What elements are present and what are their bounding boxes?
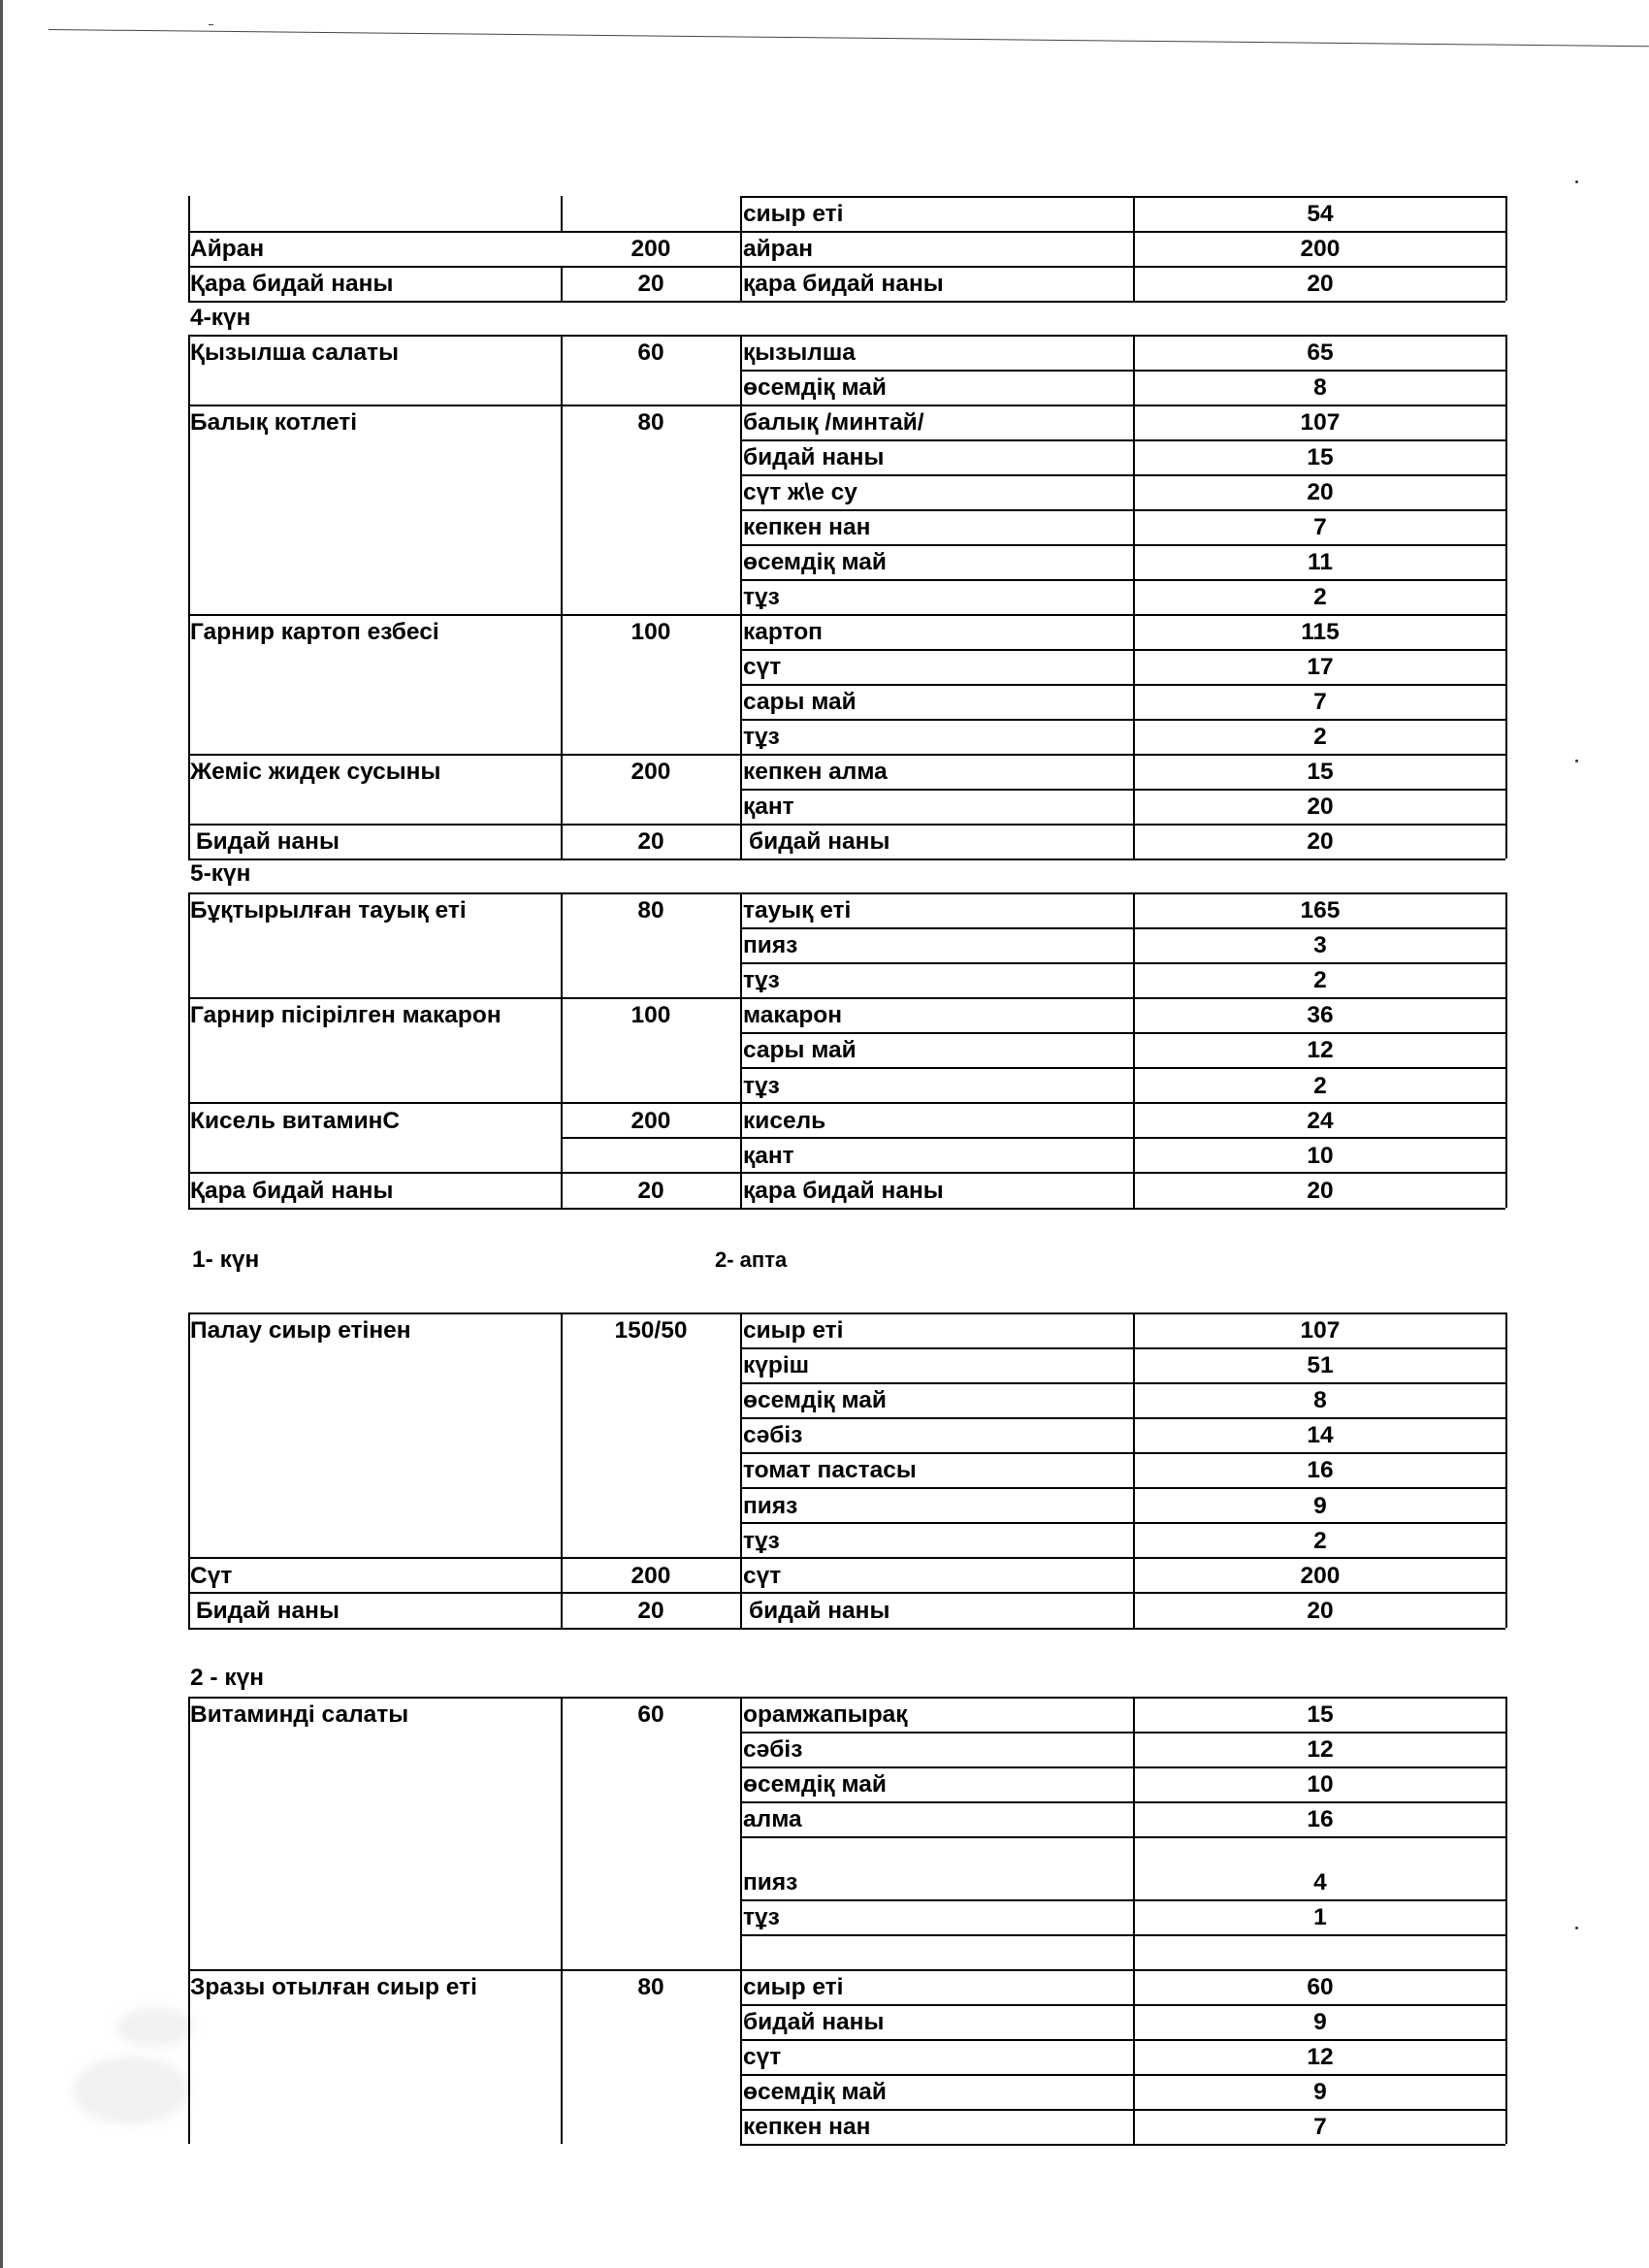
table-row [0,579,1649,614]
ingredient-cell: тұз [743,1073,780,1099]
ingredient-cell: сүт [743,1563,782,1589]
table-rule [188,1557,1505,1559]
scan-speck [1575,180,1578,183]
ingredient-cell: қызылша [743,340,856,366]
table-rule [740,1732,1505,1733]
table-row [0,684,1649,719]
table-row [0,439,1649,474]
table-rule [1505,1312,1507,1628]
table-row [0,1558,1649,1593]
table-row [0,2004,1649,2039]
portion-cell [563,1899,739,1934]
table-rule [1133,1697,1135,2144]
table-rule [740,509,1505,511]
portion-cell [563,1801,739,1836]
table-rule [740,439,1505,441]
table-row [0,1417,1649,1452]
portion-cell: 80 [637,897,664,923]
table-rule [1505,892,1507,1208]
portion-cell [563,1138,739,1173]
table-row [0,231,1649,266]
table-rule [188,824,1505,826]
table-rule [561,196,563,231]
amount-cell: 7 [1313,689,1327,715]
table-rule [188,892,1505,894]
day-4-label: 4-күн [190,305,251,331]
table-rule [188,405,1505,406]
ingredient-cell: айран [743,236,814,262]
portion-cell: 200 [630,236,671,262]
dish-cell: Бұқтырылған тауық еті [190,897,467,923]
table-rule [188,1312,1505,1314]
table-rule [740,2004,1505,2006]
ingredient-cell: сары май [743,689,857,715]
dish-cell: Зразы отылған сиыр еті [190,1974,477,2000]
ingredient-cell: орамжапырақ [743,1701,908,1728]
amount-cell: 16 [1307,1457,1334,1483]
dish-cell: Балық котлеті [190,409,358,436]
table-rule [740,2109,1505,2111]
portion-cell [563,1417,739,1452]
table-rule [188,1208,1505,1210]
table-rule [740,579,1505,581]
ingredient-cell: бидай наны [749,1598,890,1624]
table-rule [740,1487,1505,1489]
amount-cell: 24 [1307,1108,1334,1134]
ingredient-cell: қант [743,794,794,820]
portion-cell [563,370,739,405]
table-rule [1505,335,1507,859]
dish-cell: Гарнир картоп езбесі [190,619,439,645]
table-row [0,824,1649,859]
amount-cell: 14 [1307,1422,1334,1448]
table-rule [1133,196,1135,301]
table-rule [740,1801,1505,1803]
table-rule [188,231,1505,233]
amount-cell: 10 [1307,1143,1334,1169]
table-row [0,1347,1649,1382]
amount-cell: 2 [1313,967,1327,993]
table-row [0,1801,1649,1836]
portion-cell [563,439,739,474]
table-row [0,1382,1649,1417]
table-rule [188,196,190,301]
table-rule [740,2039,1505,2041]
dish-cell: Кисель витаминС [190,1108,401,1134]
portion-cell [563,684,739,719]
table-rule [188,1592,1505,1594]
week-2-label: 2- апта [715,1247,788,1272]
amount-cell: 10 [1307,1771,1334,1798]
table-rule [740,1067,1505,1069]
amount-cell: 12 [1307,1736,1334,1763]
day-2-label: 2 - күн [190,1665,265,1691]
amount-cell: 60 [1307,1974,1334,2000]
table-rule [740,196,742,301]
dish-cell: Сүт [190,1563,233,1589]
table-row [0,335,1649,370]
ingredient-cell: алма [743,1806,802,1832]
table-rule [188,301,1505,303]
ingredient-cell: сары май [743,1037,857,1063]
table-rule [740,1347,1505,1349]
ingredient-cell: сүт ж\е су [743,479,857,505]
table-row [0,927,1649,962]
table-row [0,1452,1649,1487]
portion-cell [563,509,739,544]
amount-cell: 200 [1300,1563,1341,1589]
table-row [0,1312,1649,1347]
portion-cell [563,719,739,754]
table-rule [188,1697,1505,1699]
table-row [0,1173,1649,1208]
scan-line-artifact [48,29,1649,47]
ingredient-cell: өсемдіқ май [743,1387,887,1413]
amount-cell: 1 [1313,1904,1327,1930]
ingredient-cell: сиыр еті [743,201,844,227]
portion-cell [563,2074,739,2109]
ingredient-cell: қара бидай наны [743,271,944,297]
table-row [0,2109,1649,2144]
ingredient-cell: сәбіз [743,1422,803,1448]
portion-cell [563,2004,739,2039]
amount-cell: 12 [1307,2044,1334,2070]
table-rule [740,370,1505,372]
table-rule [188,1697,190,2144]
ingredient-cell: пияз [743,932,798,958]
table-row [0,1488,1649,1523]
table-rule [740,684,1505,686]
amount-cell: 9 [1313,2079,1327,2105]
table-rule [740,789,1505,791]
portion-cell [563,1347,739,1382]
table-rule [188,266,1505,268]
portion-cell: 60 [637,340,664,366]
table-rule [561,892,563,1208]
portion-cell: 150/50 [614,1317,688,1344]
portion-cell [563,649,739,684]
table-rule [1505,196,1507,301]
portion-cell [563,1523,739,1558]
amount-cell: 36 [1307,1002,1334,1028]
table-row [0,1138,1649,1173]
table-rule [188,1172,1505,1174]
ingredient-cell: тұз [743,1904,780,1930]
table-row [0,1593,1649,1628]
table-rule [561,1697,563,2144]
amount-cell: 20 [1307,828,1334,855]
portion-cell [563,789,739,824]
table-rule [740,649,1505,651]
portion-cell: 80 [637,409,664,436]
table-rule [740,1312,742,1628]
amount-cell [1135,1934,1505,1969]
portion-cell: 20 [637,828,664,855]
table-rule [740,1766,1505,1768]
dish-cell: Бидай наны [196,828,340,855]
table-rule [188,859,1505,860]
week-2-day-1-label: 1- күн [192,1247,260,1273]
amount-cell: 20 [1307,271,1334,297]
portion-cell [563,1068,739,1103]
amount-cell: 11 [1308,549,1333,575]
amount-cell: 7 [1313,2114,1327,2140]
table-rule [188,754,1505,756]
ingredient-cell: бидай наны [743,444,885,470]
ingredient-cell: тұз [743,1528,780,1554]
amount-cell: 12 [1307,1037,1334,1063]
ingredient-cell: бидай наны [749,828,890,855]
ingredient-cell: өсемдіқ май [743,549,887,575]
amount-cell: 165 [1300,897,1341,923]
portion-cell: 100 [630,1002,671,1028]
table-row [0,1523,1649,1558]
table-rule [1133,892,1135,1208]
table-rule [740,1899,1505,1901]
table-row [0,614,1649,649]
portion-cell: 200 [630,1563,671,1589]
ingredient-cell: картоп [743,619,823,645]
table-row [0,1899,1649,1934]
ingredient-cell: сүт [743,654,782,680]
portion-cell [563,1766,739,1801]
table-rule [740,196,1505,198]
ingredient-cell: сиыр еті [743,1974,844,2000]
amount-cell: 54 [1307,201,1334,227]
table-row [0,266,1649,301]
table-rule [188,335,190,859]
table-rule [740,1452,1505,1454]
portion-cell [563,196,739,231]
amount-cell: 20 [1307,479,1334,505]
table-rule [740,1836,1505,1838]
amount-cell: 15 [1307,759,1334,785]
ingredient-cell: өсемдіқ май [743,374,887,401]
ingredient-cell: сәбіз [743,1736,803,1763]
ingredient-cell: сиыр еті [743,1317,844,1344]
table-rule [561,1312,563,1628]
amount-cell: 4 [1313,1869,1327,1895]
table-rule [740,2144,1505,2146]
table-rule [740,1032,1505,1034]
table-row [0,719,1649,754]
table-row [0,2039,1649,2074]
table-rule [740,962,1505,964]
dish-cell: Бидай наны [196,1598,340,1624]
amount-cell: 2 [1313,724,1327,750]
portion-cell [563,1032,739,1067]
table-rule [740,1382,1505,1384]
day-5-label: 5-күн [190,860,251,887]
table-row [0,1934,1649,1969]
ingredient-cell: кисель [743,1108,826,1134]
table-rule [740,474,1505,476]
table-row [0,509,1649,544]
ingredient-cell: өсемдіқ май [743,1771,887,1798]
table-rule [561,335,563,859]
table-rule [740,1522,1505,1524]
portion-cell [563,1452,739,1487]
dish-cell: Жеміс жидек сусыны [190,759,441,785]
portion-cell [563,579,739,614]
table-row [0,544,1649,579]
amount-cell: 2 [1313,1528,1327,1554]
ingredient-cell: тұз [743,967,780,993]
ingredient-cell: бидай наны [743,2009,885,2035]
dish-cell: Палау сиыр етінен [190,1317,411,1344]
ingredient-cell: сүт [743,2044,782,2070]
table-rule [1133,1312,1135,1628]
table-rule [740,892,742,1208]
amount-cell: 17 [1307,654,1334,680]
table-row [0,997,1649,1032]
table-rule [1505,1697,1507,2144]
scan-line-artifact [209,24,213,25]
portion-cell [563,2039,739,2074]
amount-cell: 65 [1307,340,1334,366]
portion-cell [563,1382,739,1417]
table-row [0,1697,1649,1732]
amount-cell: 9 [1313,2009,1327,2035]
portion-cell: 20 [637,271,664,297]
portion-cell [563,962,739,997]
amount-cell: 2 [1313,1073,1327,1099]
dish-cell: Айран [190,236,265,262]
table-rule [188,614,1505,616]
portion-cell [563,1934,739,1969]
ingredient-cell: томат пастасы [743,1457,917,1483]
amount-cell: 16 [1307,1806,1334,1832]
dish-cell: Қара бидай наны [190,271,394,297]
ingredient-cell: балық /минтай/ [743,409,924,436]
ingredient-cell: тұз [743,584,780,610]
ingredient-cell: пияз [743,1493,798,1519]
table-rule [188,1628,1505,1630]
table-row [0,789,1649,824]
table-rule [740,1697,742,2144]
amount-cell: 20 [1307,1598,1334,1624]
amount-cell: 20 [1307,794,1334,820]
portion-cell: 200 [630,759,671,785]
table-row [0,370,1649,405]
ingredient-cell: кепкен алма [743,759,888,785]
portion-cell [563,927,739,962]
table-rule [188,1969,1505,1971]
table-row [0,1032,1649,1067]
amount-cell: 7 [1313,514,1327,540]
portion-cell: 80 [637,1974,664,2000]
table-row [0,1103,1649,1138]
amount-cell: 51 [1307,1352,1334,1378]
table-row [0,196,1649,231]
table-row [0,405,1649,439]
ingredient-cell: күріш [743,1352,810,1378]
portion-cell: 20 [637,1598,664,1624]
ingredient-cell: қант [743,1143,794,1169]
ingredient-cell: кепкен нан [743,2114,871,2140]
dish-cell: Витаминді салаты [190,1701,409,1728]
dish-cell: Гарнир пісірілген макарон [190,1002,501,1028]
ingredient-cell: кепкен нан [743,514,871,540]
portion-cell [563,1864,739,1899]
portion-cell [563,2109,739,2144]
amount-cell: 8 [1313,1387,1327,1413]
table-rule [561,1137,1505,1139]
ingredient-cell: тұз [743,724,780,750]
table-row [0,962,1649,997]
amount-cell: 115 [1301,619,1340,645]
table-rule [740,1417,1505,1419]
portion-cell [563,1488,739,1523]
table-row [0,1864,1649,1899]
table-rule [740,927,1505,929]
table-rule [188,1312,190,1628]
portion-cell: 20 [637,1178,664,1204]
ingredient-cell: тауық еті [743,897,852,923]
portion-cell [563,474,739,509]
dish-cell: Қара бидай наны [190,1178,394,1204]
table-row [0,1969,1649,2004]
table-rule [1133,335,1135,859]
table-rule [740,1934,1505,1936]
table-row [0,1068,1649,1103]
table-rule [740,719,1505,721]
ingredient-cell: пияз [743,1869,798,1895]
table-row [0,2074,1649,2109]
ingredient-cell: өсемдіқ май [743,2079,887,2105]
amount-cell: 15 [1307,1701,1334,1728]
amount-cell: 107 [1300,409,1341,436]
amount-cell: 8 [1313,374,1327,401]
amount-cell: 20 [1307,1178,1334,1204]
amount-cell: 15 [1307,444,1334,470]
portion-cell: 200 [630,1108,671,1134]
table-rule [188,335,1505,337]
dish-cell: Қызылша салаты [190,340,400,366]
table-rule [188,1102,1505,1104]
table-rule [740,335,742,859]
table-rule [561,266,563,301]
ingredient-cell: макарон [743,1002,843,1028]
portion-cell: 60 [637,1701,664,1728]
table-row [0,1732,1649,1766]
amount-cell: 2 [1313,584,1327,610]
table-row [0,649,1649,684]
table-row [0,474,1649,509]
amount-cell: 200 [1300,236,1341,262]
ingredient-cell: қара бидай наны [743,1178,944,1204]
table-row [0,754,1649,789]
table-row [0,1766,1649,1801]
portion-cell [563,544,739,579]
amount-cell: 3 [1313,932,1327,958]
table-row [0,892,1649,927]
amount-cell: 107 [1300,1317,1341,1344]
table-rule [740,544,1505,546]
amount-cell: 9 [1313,1493,1327,1519]
table-rule [188,892,190,1208]
table-rule [188,997,1505,999]
portion-cell: 100 [630,619,671,645]
portion-cell [563,1732,739,1766]
table-rule [740,2074,1505,2076]
